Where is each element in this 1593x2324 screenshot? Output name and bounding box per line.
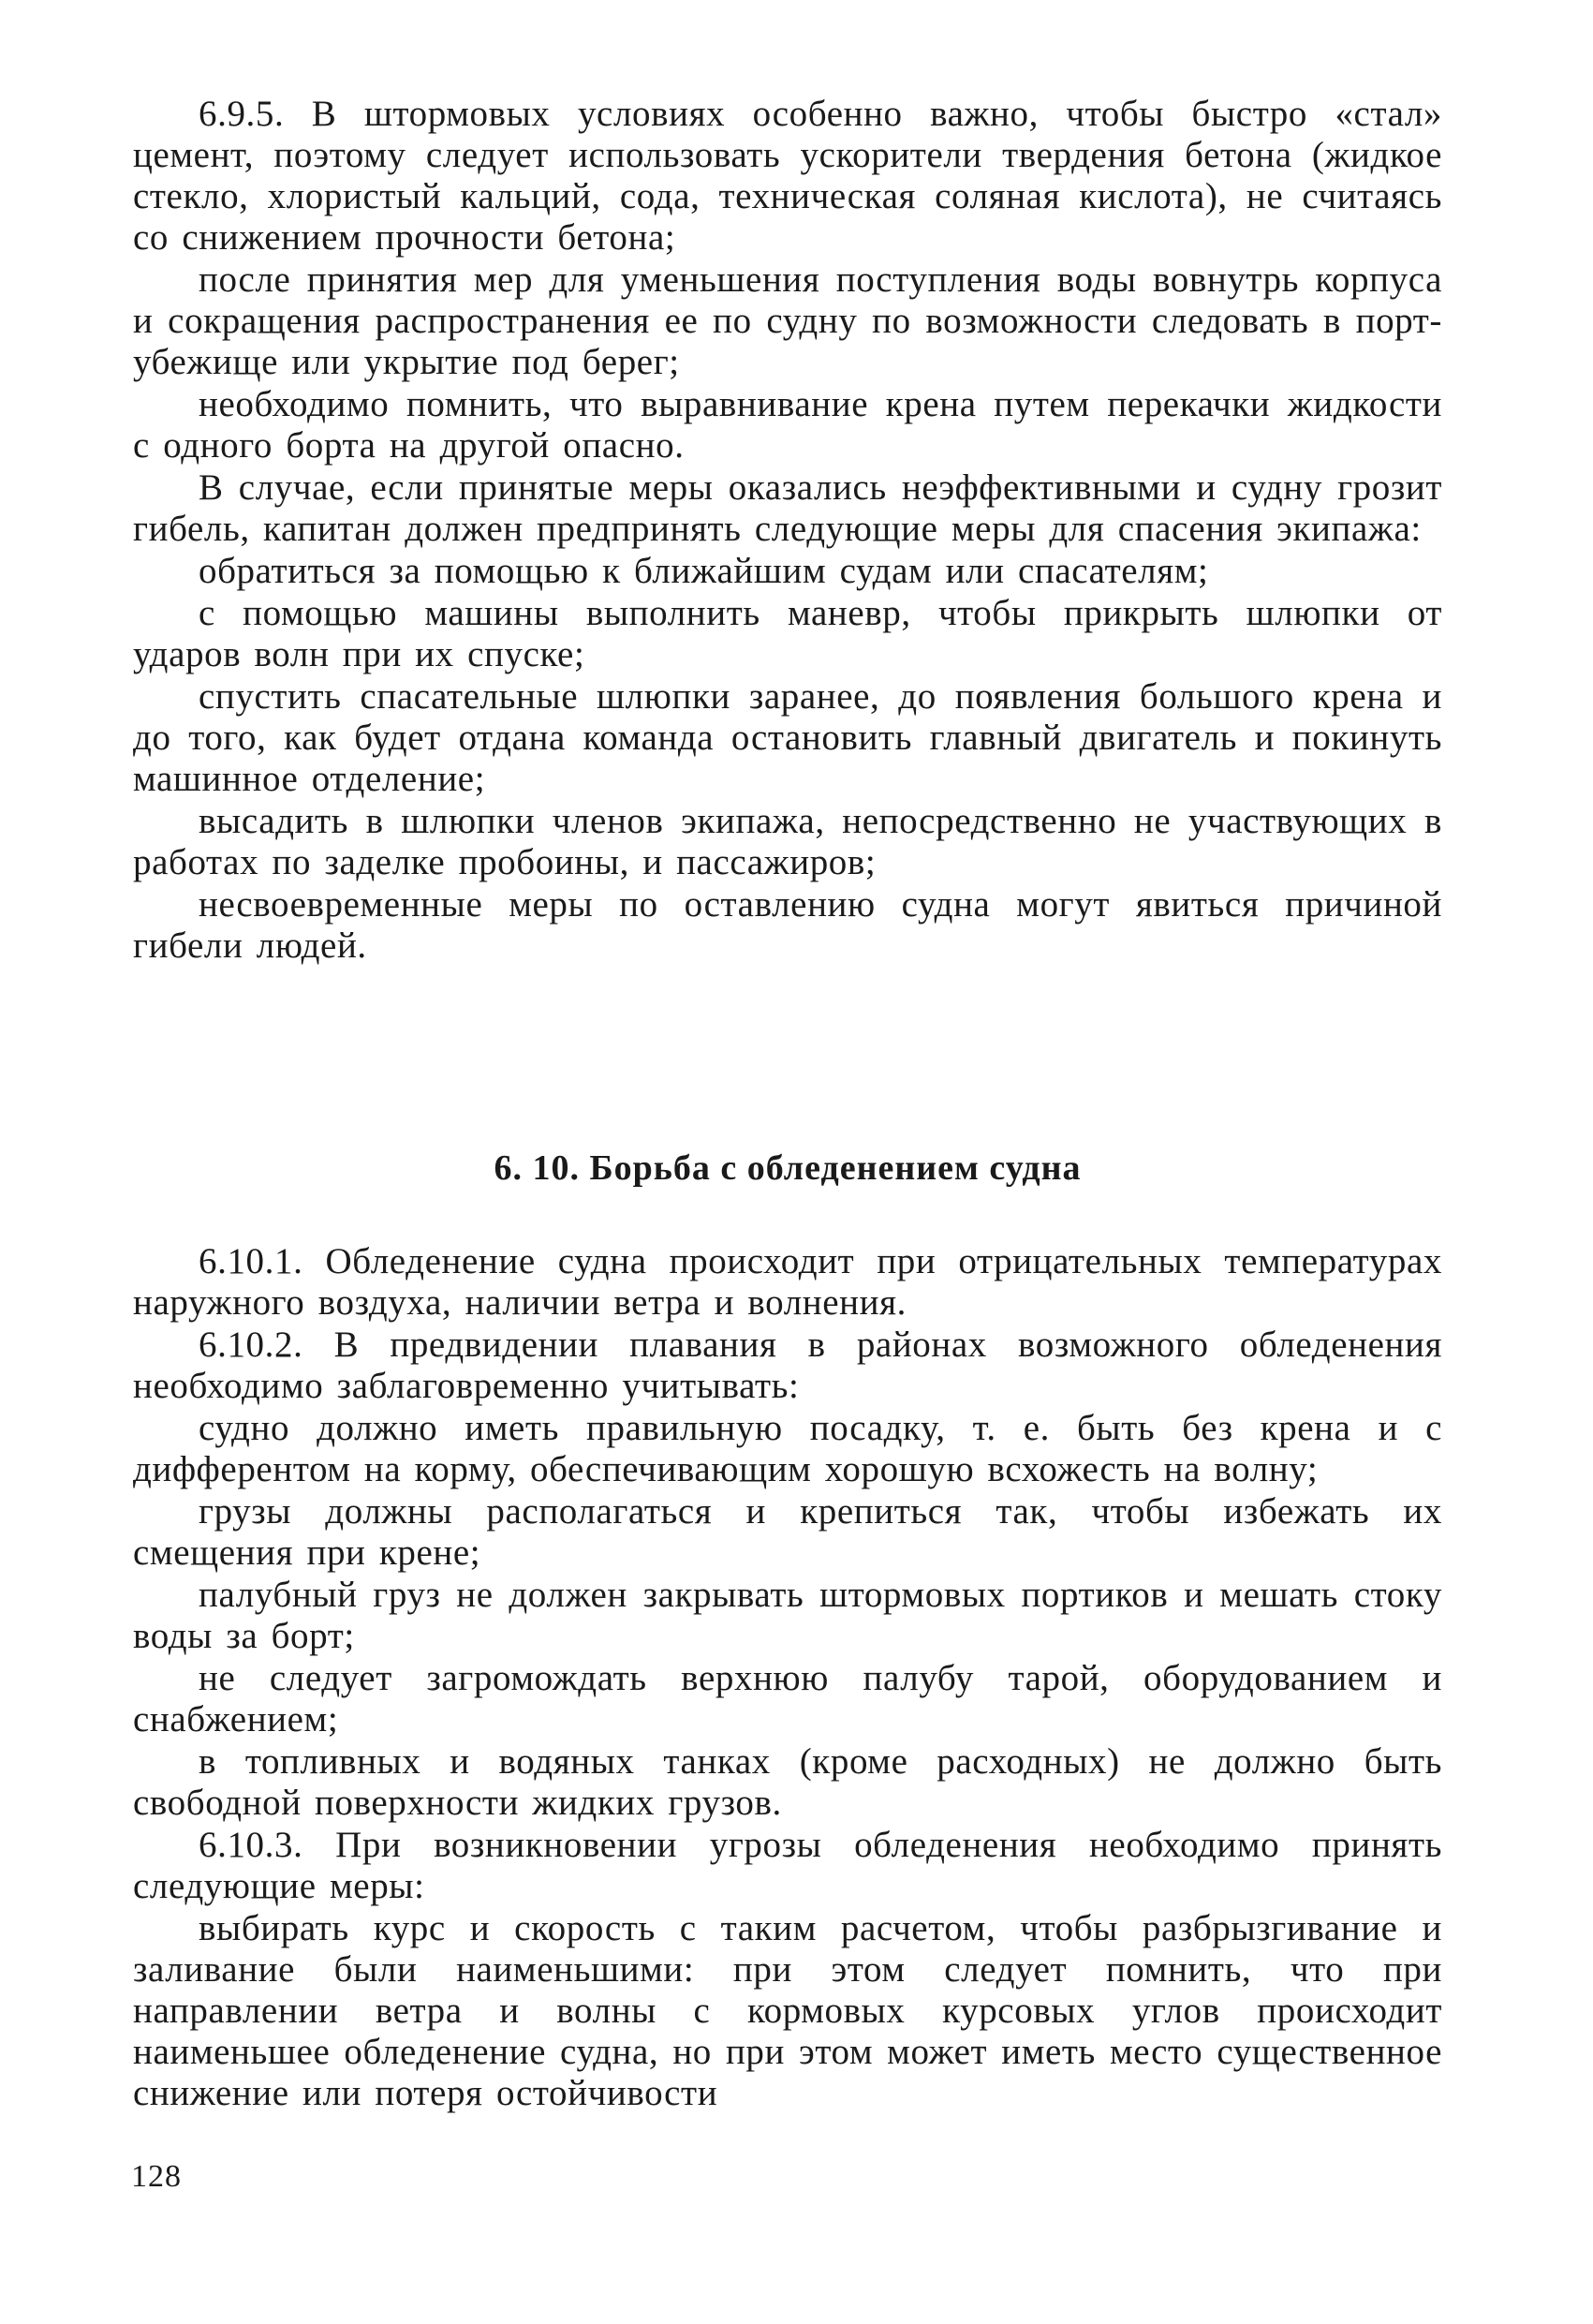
page-number: 128 [131,2159,182,2194]
section-heading: 6. 10. Борьба с обледенением судна [494,1148,1082,1188]
paragraph-6-10-1: 6.10.1. Обледенение судна происходит при отрицательных температурах наружного воздуха, наличии ветра и волнения. [133,1241,1442,1323]
paragraph-board-boats: высадить в шлюпки членов экипажа, непосредственно не участвующих в работах по заделке пробоины, и пассажиров; [133,801,1442,882]
paragraph-upper-deck: не следует загромождать верхнюю палубу тарой, оборудованием и снабжением; [133,1658,1442,1739]
paragraph-deck-cargo: палубный груз не должен закрывать штормовых портиков и мешать стоку воды за борт; [133,1575,1442,1656]
section-2-body [133,1241,1442,2115]
paragraph-request-help: обратиться за помощью к ближайшим судам или спасателям; [199,551,1209,591]
paragraph-heel-correction: необходимо помнить, что выравнивание крена путем перекачки жидкости с одного борта на другой опасно. [133,384,1442,466]
paragraph-course-speed: выбирать курс и скорость с таким расчетом, чтобы разбрызгивание и заливание были наименьшими: при этом следует помнить, что при направлении ветра и волны с кормовых курсовых углов происходит наименьшее обледенение судна, но при этом может иметь место существенное снижение или потеря остойчивости [133,1908,1442,2113]
paragraph-trim: судно должно иметь правильную посадку, т. е. быть без крена и с дифферентом на корму, обеспечивающим хорошую всхожесть на волну; [133,1408,1442,1489]
paragraph-cargo-securing: грузы должны располагаться и крепиться так, чтобы избежать их смещения при крене; [133,1491,1442,1573]
paragraph-crew-rescue: В случае, если принятые меры оказались неэффективными и судну грозит гибель, капитан должен предпринять следующие меры для спасения экипажа: [133,467,1442,549]
paragraph-untimely-measures: несвоевременные меры по оставлению судна могут явиться причиной гибели людей. [133,884,1442,966]
paragraph-tanks: в топливных и водяных танках (кроме расходных) не должно быть свободной поверхности жидких грузов. [133,1741,1442,1823]
paragraph-6-9-5: 6.9.5. В штормовых условиях особенно важно, чтобы быстро «стал» цемент, поэтому следует использовать ускорители твердения бетона (жидкое стекло, хлористый кальций, сода, техническая соляная кислота), не считаясь со снижением прочности бетона; [133,94,1442,258]
paragraph-6-10-3: 6.10.3. При возникновении угрозы обледенения необходимо принять следующие меры: [133,1825,1442,1906]
paragraph-maneuver: с помощью машины выполнить маневр, чтобы прикрыть шлюпки от ударов волн при их спуске; [133,593,1442,674]
paragraph-6-10-2: 6.10.2. В предвидении плавания в районах возможного обледенения необходимо заблаговременно учитывать: [133,1325,1442,1406]
paragraph-route-to-shelter: после принятия мер для уменьшения поступления воды вовнутрь корпуса и сокращения распространения ее по судну по возможности следовать в порт-убежище или укрытие под берег; [133,259,1442,382]
section-1-body [133,94,1442,968]
paragraph-launch-boats: спустить спасательные шлюпки заранее, до появления большого крена и до того, как будет отдана команда остановить главный двигатель и покинуть машинное отделение; [133,676,1442,799]
